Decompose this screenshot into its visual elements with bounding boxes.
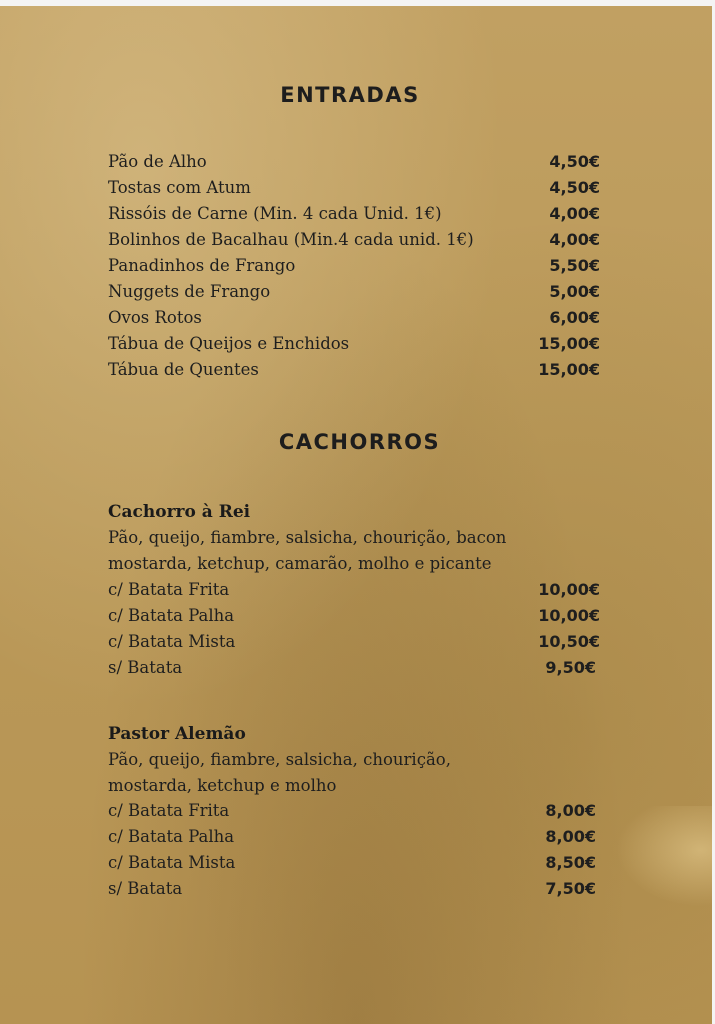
option-name: s/ Batata (108, 879, 183, 898)
menu-page (0, 6, 712, 1024)
option-name: c/ Batata Mista (108, 632, 236, 651)
menu-item (108, 357, 600, 383)
item-name: Tábua de Quentes (108, 360, 259, 379)
option-name: c/ Batata Palha (108, 827, 235, 846)
menu-item (108, 279, 600, 305)
option-price: 10,00€ (538, 606, 600, 625)
option-price: 8,50€ (545, 853, 596, 872)
option-name: c/ Batata Mista (108, 853, 236, 872)
item-price: 5,00€ (549, 282, 600, 301)
item-name: Bolinhos de Bacalhau (Min.4 cada unid. 1€) (108, 230, 474, 249)
option-name: c/ Batata Frita (108, 580, 230, 599)
item-price: 4,50€ (549, 178, 600, 197)
item-description: mostarda, ketchup e molho (108, 776, 337, 795)
item-title-cachorro-rei: Cachorro à Rei (108, 502, 251, 522)
option-price: 8,00€ (545, 801, 596, 820)
item-price: 4,00€ (549, 204, 600, 223)
item-price: 15,00€ (538, 334, 600, 353)
option-name: c/ Batata Palha (108, 606, 235, 625)
menu-option (108, 798, 600, 824)
menu-item (108, 253, 600, 279)
item-name: Tostas com Atum (108, 178, 251, 197)
menu-item (108, 227, 600, 253)
menu-option (108, 629, 600, 655)
option-name: c/ Batata Frita (108, 801, 230, 820)
menu-option (108, 655, 600, 681)
item-name: Panadinhos de Frango (108, 256, 296, 275)
item-title-pastor-alemao: Pastor Alemão (108, 724, 246, 744)
section-title-entradas: ENTRADAS (280, 83, 420, 107)
item-name: Tábua de Queijos e Enchidos (108, 334, 350, 353)
menu-item (108, 149, 600, 175)
option-price: 9,50€ (545, 658, 596, 677)
item-name: Ovos Rotos (108, 308, 202, 327)
item-name: Pão de Alho (108, 152, 207, 171)
menu-option (108, 824, 600, 850)
option-price: 10,50€ (538, 632, 600, 651)
item-description: Pão, queijo, fiambre, salsicha, chourição, (108, 750, 451, 769)
menu-option (108, 603, 600, 629)
item-price: 5,50€ (549, 256, 600, 275)
item-name: Rissóis de Carne (Min. 4 cada Unid. 1€) (108, 204, 442, 223)
item-description: Pão, queijo, fiambre, salsicha, chourição, bacon (108, 528, 507, 547)
menu-item (108, 175, 600, 201)
menu-option (108, 850, 600, 876)
item-price: 4,00€ (549, 230, 600, 249)
option-price: 8,00€ (545, 827, 596, 846)
item-name: Nuggets de Frango (108, 282, 271, 301)
menu-option (108, 876, 600, 902)
option-name: s/ Batata (108, 658, 183, 677)
menu-item (108, 331, 600, 357)
item-price: 15,00€ (538, 360, 600, 379)
option-price: 7,50€ (545, 879, 596, 898)
menu-item (108, 201, 600, 227)
item-price: 4,50€ (549, 152, 600, 171)
section-title-cachorros: CACHORROS (278, 430, 441, 454)
option-price: 10,00€ (538, 580, 600, 599)
menu-item (108, 305, 600, 331)
paper-stain (602, 806, 712, 916)
item-price: 6,00€ (549, 308, 600, 327)
menu-option (108, 577, 600, 603)
item-description: mostarda, ketchup, camarão, molho e picante (108, 554, 492, 573)
